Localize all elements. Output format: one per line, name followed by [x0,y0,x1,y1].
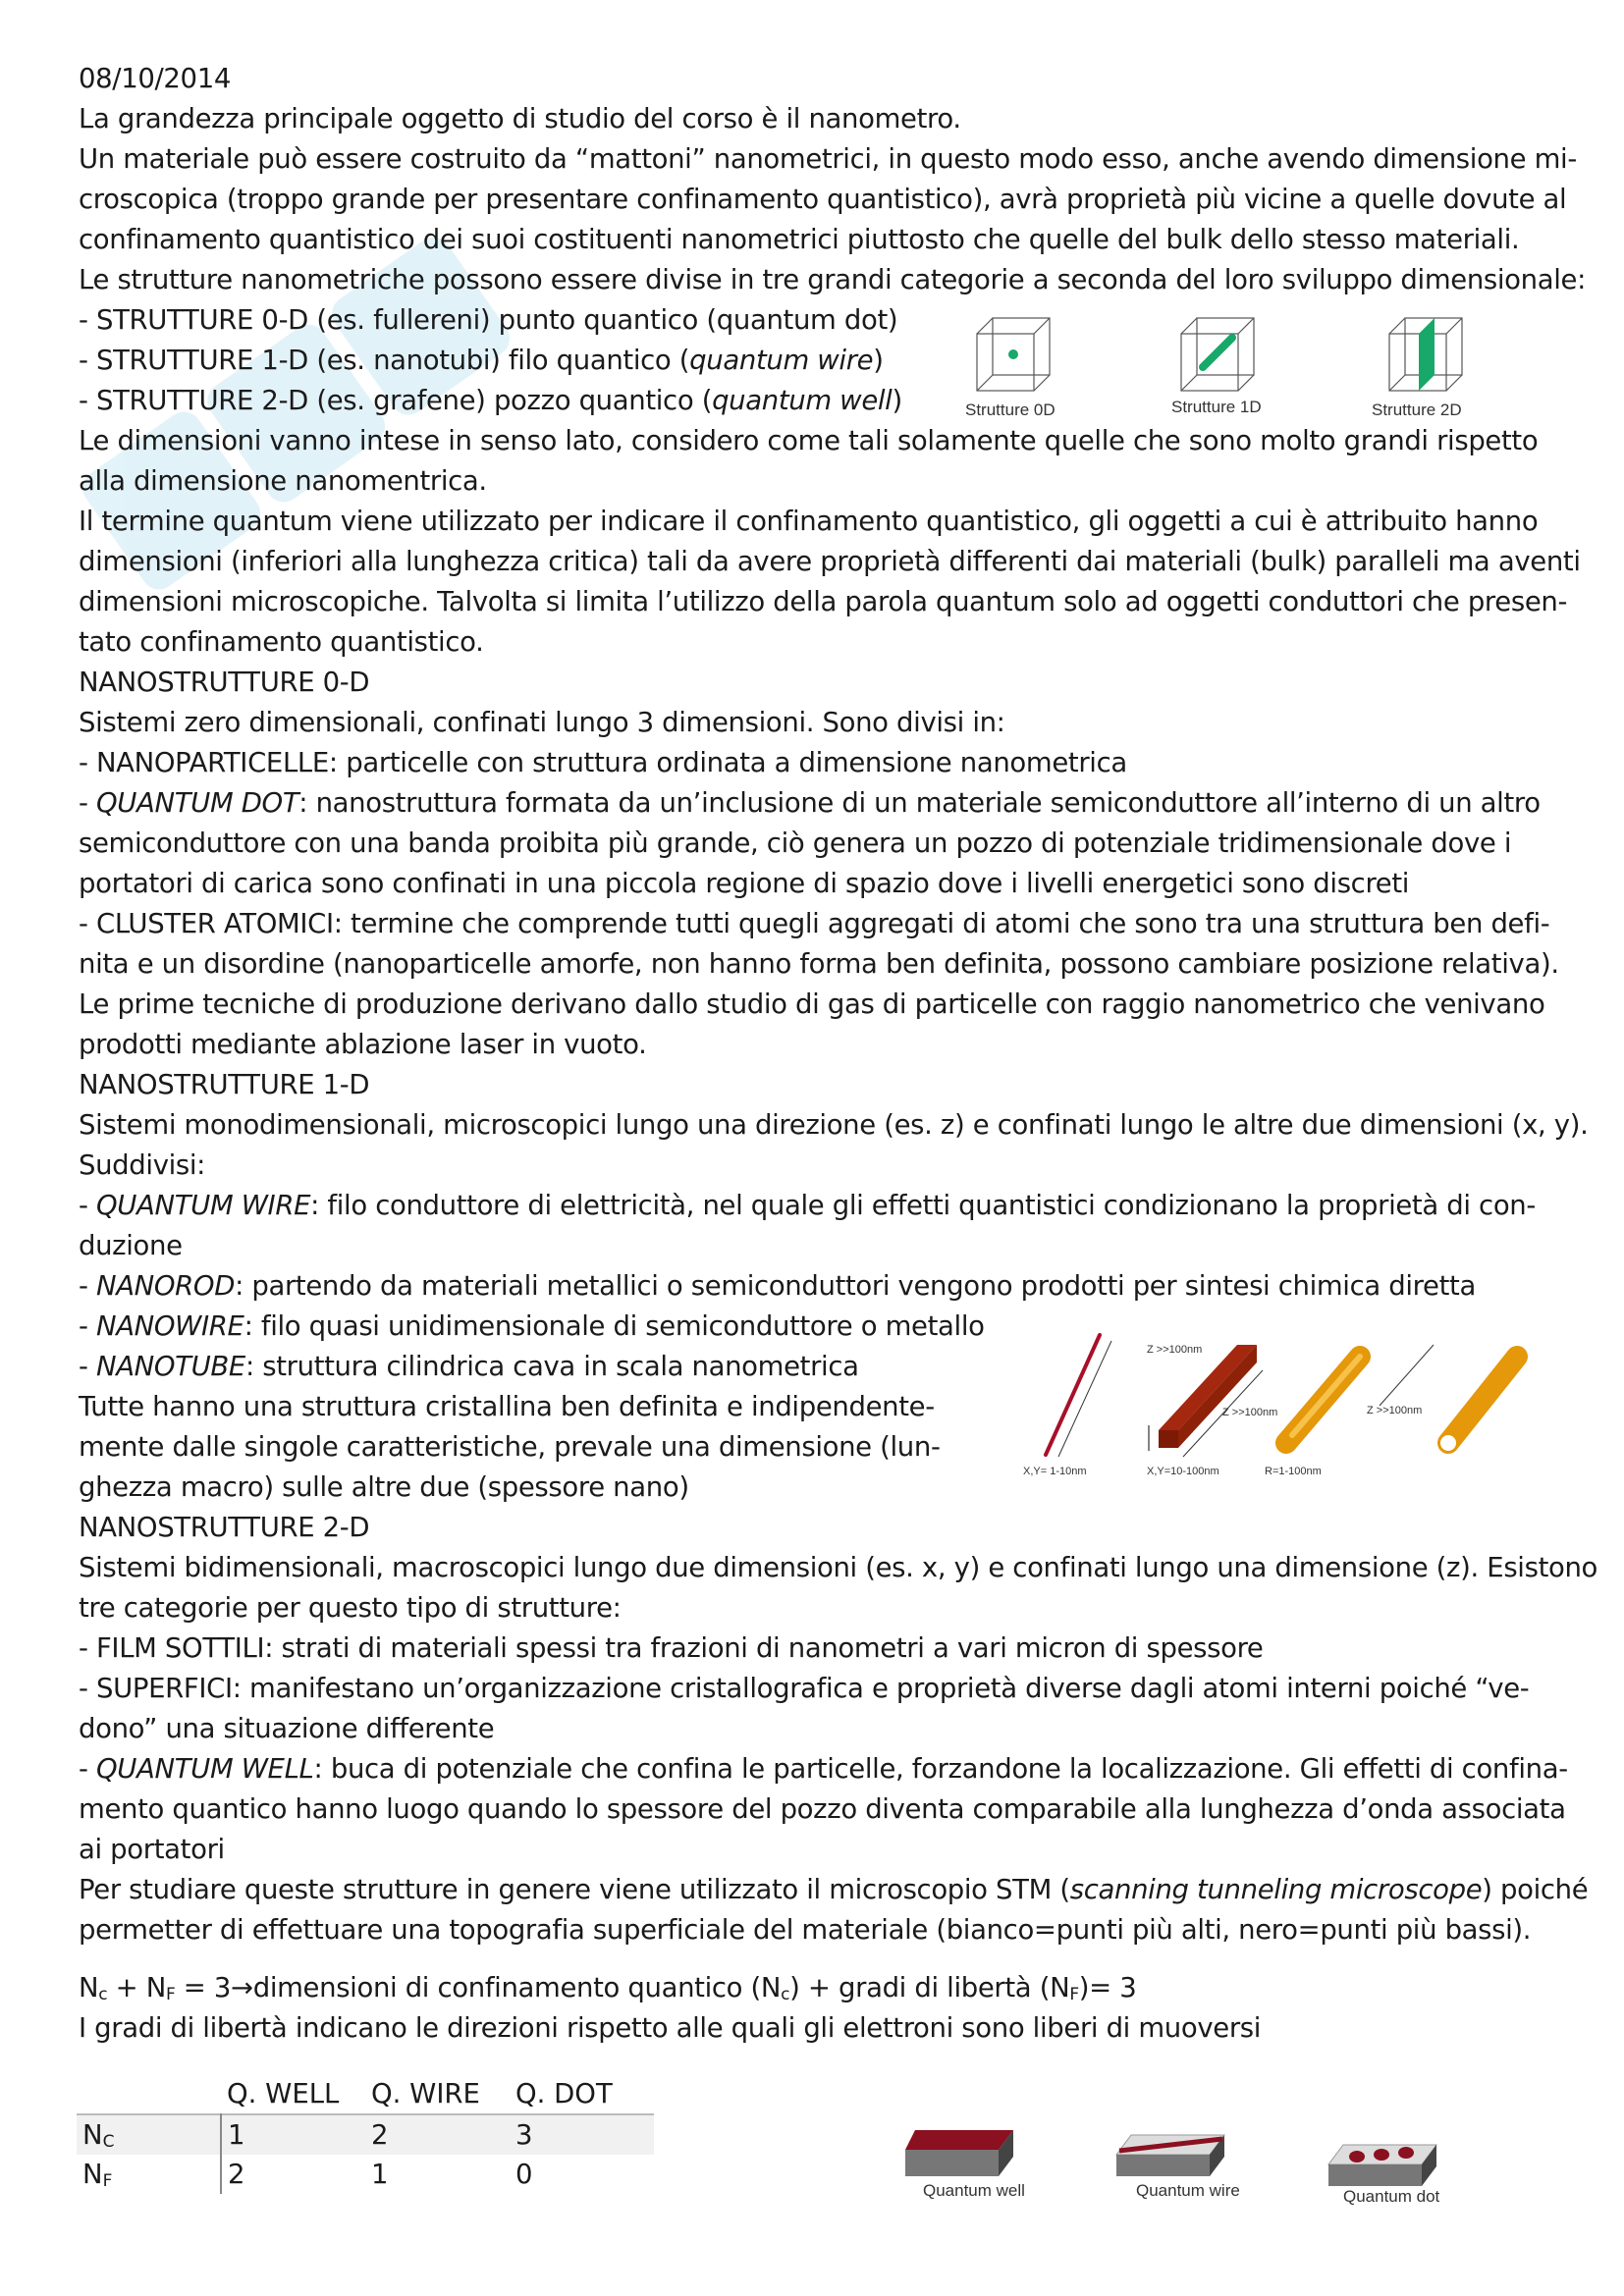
text-line: tato confinamento quantistico. [79,626,484,658]
cube-caption: Strutture 0D [965,400,1056,419]
text-line: Sistemi zero dimensionali, confinati lungo 3 dimensioni. Sono divisi in: [79,707,1005,738]
text-line: mente dalle singole caratteristiche, prevale una dimensione (lun- [79,1431,941,1463]
category-line: - STRUTTURE 0-D (es. fullereni) punto quantico (quantum dot) [79,304,898,336]
dimension-label: Z >>100nm [1222,1407,1278,1418]
text-line: Suddivisi: [79,1149,206,1181]
table-cell: 2 [228,2159,245,2190]
dimension-label: X,Y=10-100nm [1147,1466,1219,1477]
section-heading: NANOSTRUTTURE 1-D [79,1069,370,1100]
intro-line: Un materiale può essere costruito da “mattoni” nanometrici, in questo modo esso, anche avendo dimensione mi- [79,143,1577,175]
row-label: $N_F$ [77,2155,221,2194]
dimension-label: Z >>100nm [1147,1344,1203,1356]
cube-0d [977,318,1050,391]
table-row [77,2114,654,2155]
nanotube-solid-shape [1286,1357,1360,1443]
nano1d-figure [1021,1327,1542,1484]
text-line: dimensioni microscopiche. Talvolta si limita l’utilizzo della parola quantum solo ad oggetti conduttori che presen- [79,586,1568,617]
table-cell: 1 [221,2114,365,2155]
text-line: - FILM SOTTILI: strati di materiali spessi tra frazioni di nanometri a vari micron di spessore [79,1632,1264,1664]
intro-line: confinamento quantistico dei suoi costituenti nanometrici piuttosto che quelle del bulk dello stesso materiali. [79,224,1520,255]
nanowire-shape [1046,1335,1111,1457]
text-line: prodotti mediante ablazione laser in vuoto. [79,1029,647,1060]
text-line: - NANOTUBE: struttura cilindrica cava in scala nanometrica [79,1351,859,1382]
text-line: semiconduttore con una banda proibita più grande, ciò genera un pozzo di potenziale tridimensionale dove i [79,828,1512,859]
text-line: alla dimensione nanomentrica. [79,465,487,497]
freedom-line: I gradi di libertà indicano le direzioni rispetto alle quali gli elettroni sono liberi di muoversi [79,2012,1262,2044]
text-line: - SUPERFICI: manifestano un’organizzazione cristallografica e proprietà diverse dagli atomi interni poiché “ve- [79,1673,1530,1704]
text-line: Le prime tecniche di produzione derivano dallo studio di gas di particelle con raggio nanometrico che venivano [79,988,1545,1020]
quantum-wire-shape [1116,2135,1224,2176]
table-header-cell [77,2074,221,2114]
table-cell: 0 [515,2159,533,2190]
text-line: Tutte hanno una struttura cristallina ben definita e indipendente- [79,1391,935,1422]
table-cell: 2 [365,2114,510,2155]
quantum-well-shape [905,2130,1013,2176]
intro-line: La grandezza principale oggetto di studio del corso è il nanometro. [79,103,961,134]
text-line: - NANOROD: partendo da materiali metallici o semiconduttori vengono prodotti per sintesi chimica diretta [79,1270,1476,1302]
text-line: dimensioni (inferiori alla lunghezza critica) tali da avere proprietà differenti dai materiali (bulk) paralleli ma aventi [79,546,1581,577]
intro-line: Le strutture nanometriche possono essere divise in tre grandi categorie a seconda del loro sviluppo dimensionale: [79,264,1587,295]
cube-1d [1181,318,1254,391]
section-heading: NANOSTRUTTURE 0-D [79,667,370,698]
text-line: ghezza macro) sulle altre due (spessore nano) [79,1471,689,1503]
quantum-dot-shape [1328,2145,1436,2186]
quantum-caption: Quantum well [923,2181,1025,2200]
row-label: $N_C$ [77,2114,221,2155]
table-header-row [77,2074,654,2114]
text-line: tre categorie per questo tipo di strutture: [79,1592,622,1624]
dimension-label: X,Y= 1-10nm [1023,1466,1087,1477]
table-header-cell: Q. WIRE [371,2078,480,2109]
text-line: - QUANTUM WELL: buca di potenziale che confina le particelle, forzandone la localizzazione. Gli effetti di confina- [79,1753,1568,1785]
text-line: Le dimensioni vanno intese in senso lato, considero come tali solamente quelle che sono molto grandi rispetto [79,425,1539,456]
text-line: Sistemi monodimensionali, microscopici lungo una direzione (es. z) e confinati lungo le altre due dimensioni (x, y). [79,1109,1589,1141]
cube-2d [1389,318,1462,391]
dimension-cubes-figure [957,306,1507,424]
text-line: - NANOPARTICELLE: particelle con struttura ordinata a dimensione nanometrica [79,747,1127,778]
quantum-structures-figure [903,2106,1512,2214]
table-header-cell: Q. WELL [227,2078,340,2109]
table-header-cell: Q. DOT [515,2078,613,2109]
confinement-table [77,2074,654,2194]
dimension-label: R=1-100nm [1265,1466,1322,1477]
text-line: - CLUSTER ATOMICI: termine che comprende tutti quegli aggregati di atomi che sono tra una struttura ben defi- [79,908,1550,939]
nanotube-hollow-shape [1380,1345,1517,1451]
formula-line: $N_c + N_F$ = 3→dimensioni di confinamento quantico $(N_c)$ + gradi di libertà $(N_F)= 3$ [79,1972,1137,2004]
section-heading: NANOSTRUTTURE 2-D [79,1512,370,1543]
text-line: duzione [79,1230,183,1261]
text-line: mento quantico hanno luogo quando lo spessore del pozzo diventa comparabile alla lunghezza d’onda associata [79,1793,1566,1825]
text-line: - QUANTUM WIRE: filo conduttore di elettricità, nel quale gli effetti quantistici condizionano la proprietà di con- [79,1190,1536,1221]
category-line: - STRUTTURE 2-D (es. grafene) pozzo quantico (quantum well) [79,385,902,416]
table-cell: 1 [371,2159,389,2190]
text-line: Sistemi bidimensionali, macroscopici lungo due dimensioni (es. x, y) e confinati lungo una dimensione (z). Esistono [79,1552,1598,1583]
text-line: - NANOWIRE: filo quasi unidimensionale di semiconduttore o metallo [79,1310,985,1342]
quantum-caption: Quantum dot [1343,2187,1440,2206]
table-cell: 3 [510,2114,654,2155]
category-line: - STRUTTURE 1-D (es. nanotubi) filo quantico (quantum wire) [79,345,884,376]
text-line: - QUANTUM DOT: nanostruttura formata da un’inclusione di un materiale semiconduttore all’interno di un altro [79,787,1541,819]
text-line: Il termine quantum viene utilizzato per indicare il confinamento quantistico, gli oggetti a cui è attribuito hanno [79,506,1539,537]
cube-caption: Strutture 1D [1171,398,1262,416]
text-line: nita e un disordine (nanoparticelle amorfe, non hanno forma ben definita, possono cambiare posizione relativa). [79,948,1559,980]
table-row [77,2155,654,2194]
date: 08/10/2014 [79,63,232,94]
quantum-caption: Quantum wire [1136,2181,1240,2200]
dimension-label: Z >>100nm [1367,1405,1423,1416]
nanorod-shape [1149,1345,1263,1457]
text-line: permetter di effettuare una topografia superficiale del materiale (bianco=punti più alti, nero=punti più bassi). [79,1914,1532,1946]
intro-line: croscopica (troppo grande per presentare confinamento quantistico), avrà proprietà più vicine a quelle dovute al [79,184,1567,215]
text-line: Per studiare queste strutture in genere viene utilizzato il microscopio STM (scanning tunneling microscope) poiché [79,1874,1589,1905]
text-line: portatori di carica sono confinati in una piccola regione di spazio dove i livelli energetici sono discreti [79,868,1410,899]
text-line: ai portatori [79,1834,225,1865]
text-line: dono” una situazione differente [79,1713,495,1744]
formula-block [79,1968,1261,2049]
cube-caption: Strutture 2D [1372,400,1462,419]
